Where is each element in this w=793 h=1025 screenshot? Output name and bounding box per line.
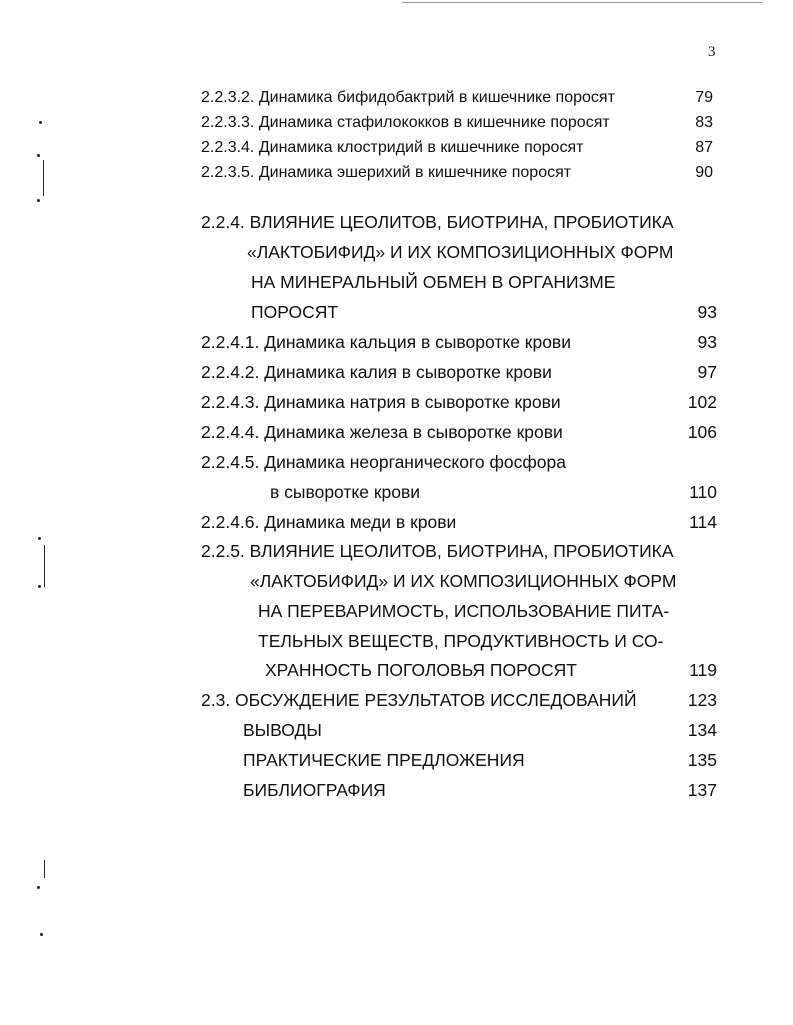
toc-entry-label: 2.2.4.3. Динамика натрия в сыворотке крови [201,392,561,412]
scan-artifact-mark [39,121,42,124]
toc-section-heading-line: НА МИНЕРАЛЬНЫЙ ОБМЕН В ОРГАНИЗМЕ [251,272,616,292]
toc-entry-label: 2.2.4.1. Динамика кальция в сыворотке крови [201,332,572,352]
toc-entry-label: 2.2.4.5. Динамика неорганического фосфора [201,452,566,472]
toc-entry-label: 2.3. ОБСУЖДЕНИЕ РЕЗУЛЬТАТОВ ИССЛЕДОВАНИЙ [201,690,637,710]
scan-artifact-mark [38,585,41,588]
toc-entry-page: 135 [687,750,717,770]
toc-entry-label: 2.2.4.6. Динамика меди в крови [201,512,457,532]
toc-entry-label: 2.2.3.4. Динамика клостридий в кишечнике поросят [201,139,584,156]
toc-entry-page: 93 [697,332,717,352]
toc-entry-page: 97 [697,362,717,382]
toc-entry-label: ВЫВОДЫ [243,720,322,740]
top-rule [402,2,762,3]
toc-entry-page: 134 [687,720,717,740]
toc-entry-page: 83 [695,114,713,131]
toc-entry-page: 102 [687,392,717,412]
toc-entry-label: в сыворотке крови [270,482,421,502]
toc-entry-label: 2.2.3.2. Динамика бифидобактрий в кишечнике поросят [201,89,615,106]
toc-entry-page: 110 [689,482,717,502]
toc-section-heading-line: ТЕЛЬНЫХ ВЕЩЕСТВ, ПРОДУКТИВНОСТЬ И СО- [258,631,664,651]
toc-entry-label: 2.2.4.2. Динамика калия в сыворотке крови [201,362,552,382]
scan-artifact-mark [37,886,40,889]
toc-entry-label: БИБЛИОГРАФИЯ [243,780,386,800]
page-number: 3 [708,44,716,60]
toc-entry-page: 93 [697,302,717,322]
toc-section-heading-line: «ЛАКТОБИФИД» И ИХ КОМПОЗИЦИОННЫХ ФОРМ [247,242,674,262]
toc-entry-page: 87 [695,139,713,156]
toc-entry-page: 114 [689,512,717,532]
scan-artifact-mark [37,154,40,157]
scan-artifact-mark [44,860,45,878]
toc-section-heading-line: 2.2.5. ВЛИЯНИЕ ЦЕОЛИТОВ, БИОТРИНА, ПРОБИОТИКА [201,541,674,561]
toc-entry-page: 137 [687,780,717,800]
toc-entry-label: ПРАКТИЧЕСКИЕ ПРЕДЛОЖЕНИЯ [243,750,525,770]
toc-entry-page: 123 [687,690,717,710]
toc-entry-label: 2.2.3.3. Динамика стафилококков в кишечнике поросят [201,114,610,131]
toc-entry-page: 90 [695,164,713,181]
toc-section-heading-line: 2.2.4. ВЛИЯНИЕ ЦЕОЛИТОВ, БИОТРИНА, ПРОБИОТИКА [201,212,674,232]
toc-section-heading-line: ПОРОСЯТ [251,302,339,322]
toc-entry-page: 119 [689,660,717,680]
toc-section-heading-line: ХРАННОСТЬ ПОГОЛОВЬЯ ПОРОСЯТ [265,660,577,680]
toc-entry-label: 2.2.3.5. Динамика эшерихий в кишечнике поросят [201,164,572,181]
toc-entry-page: 106 [687,422,717,442]
scan-artifact-mark [40,933,43,936]
scan-artifact-mark [44,545,45,587]
toc-entry-label: 2.2.4.4. Динамика железа в сыворотке крови [201,422,563,442]
scan-artifact-mark [38,537,41,540]
toc-section-heading-line: НА ПЕРЕВАРИМОСТЬ, ИСПОЛЬЗОВАНИЕ ПИТА- [258,601,670,621]
scan-artifact-mark [37,199,40,202]
toc-section-heading-line: «ЛАКТОБИФИД» И ИХ КОМПОЗИЦИОННЫХ ФОРМ [250,571,677,591]
toc-entry-page: 79 [695,89,713,106]
scan-artifact-mark [43,160,44,196]
